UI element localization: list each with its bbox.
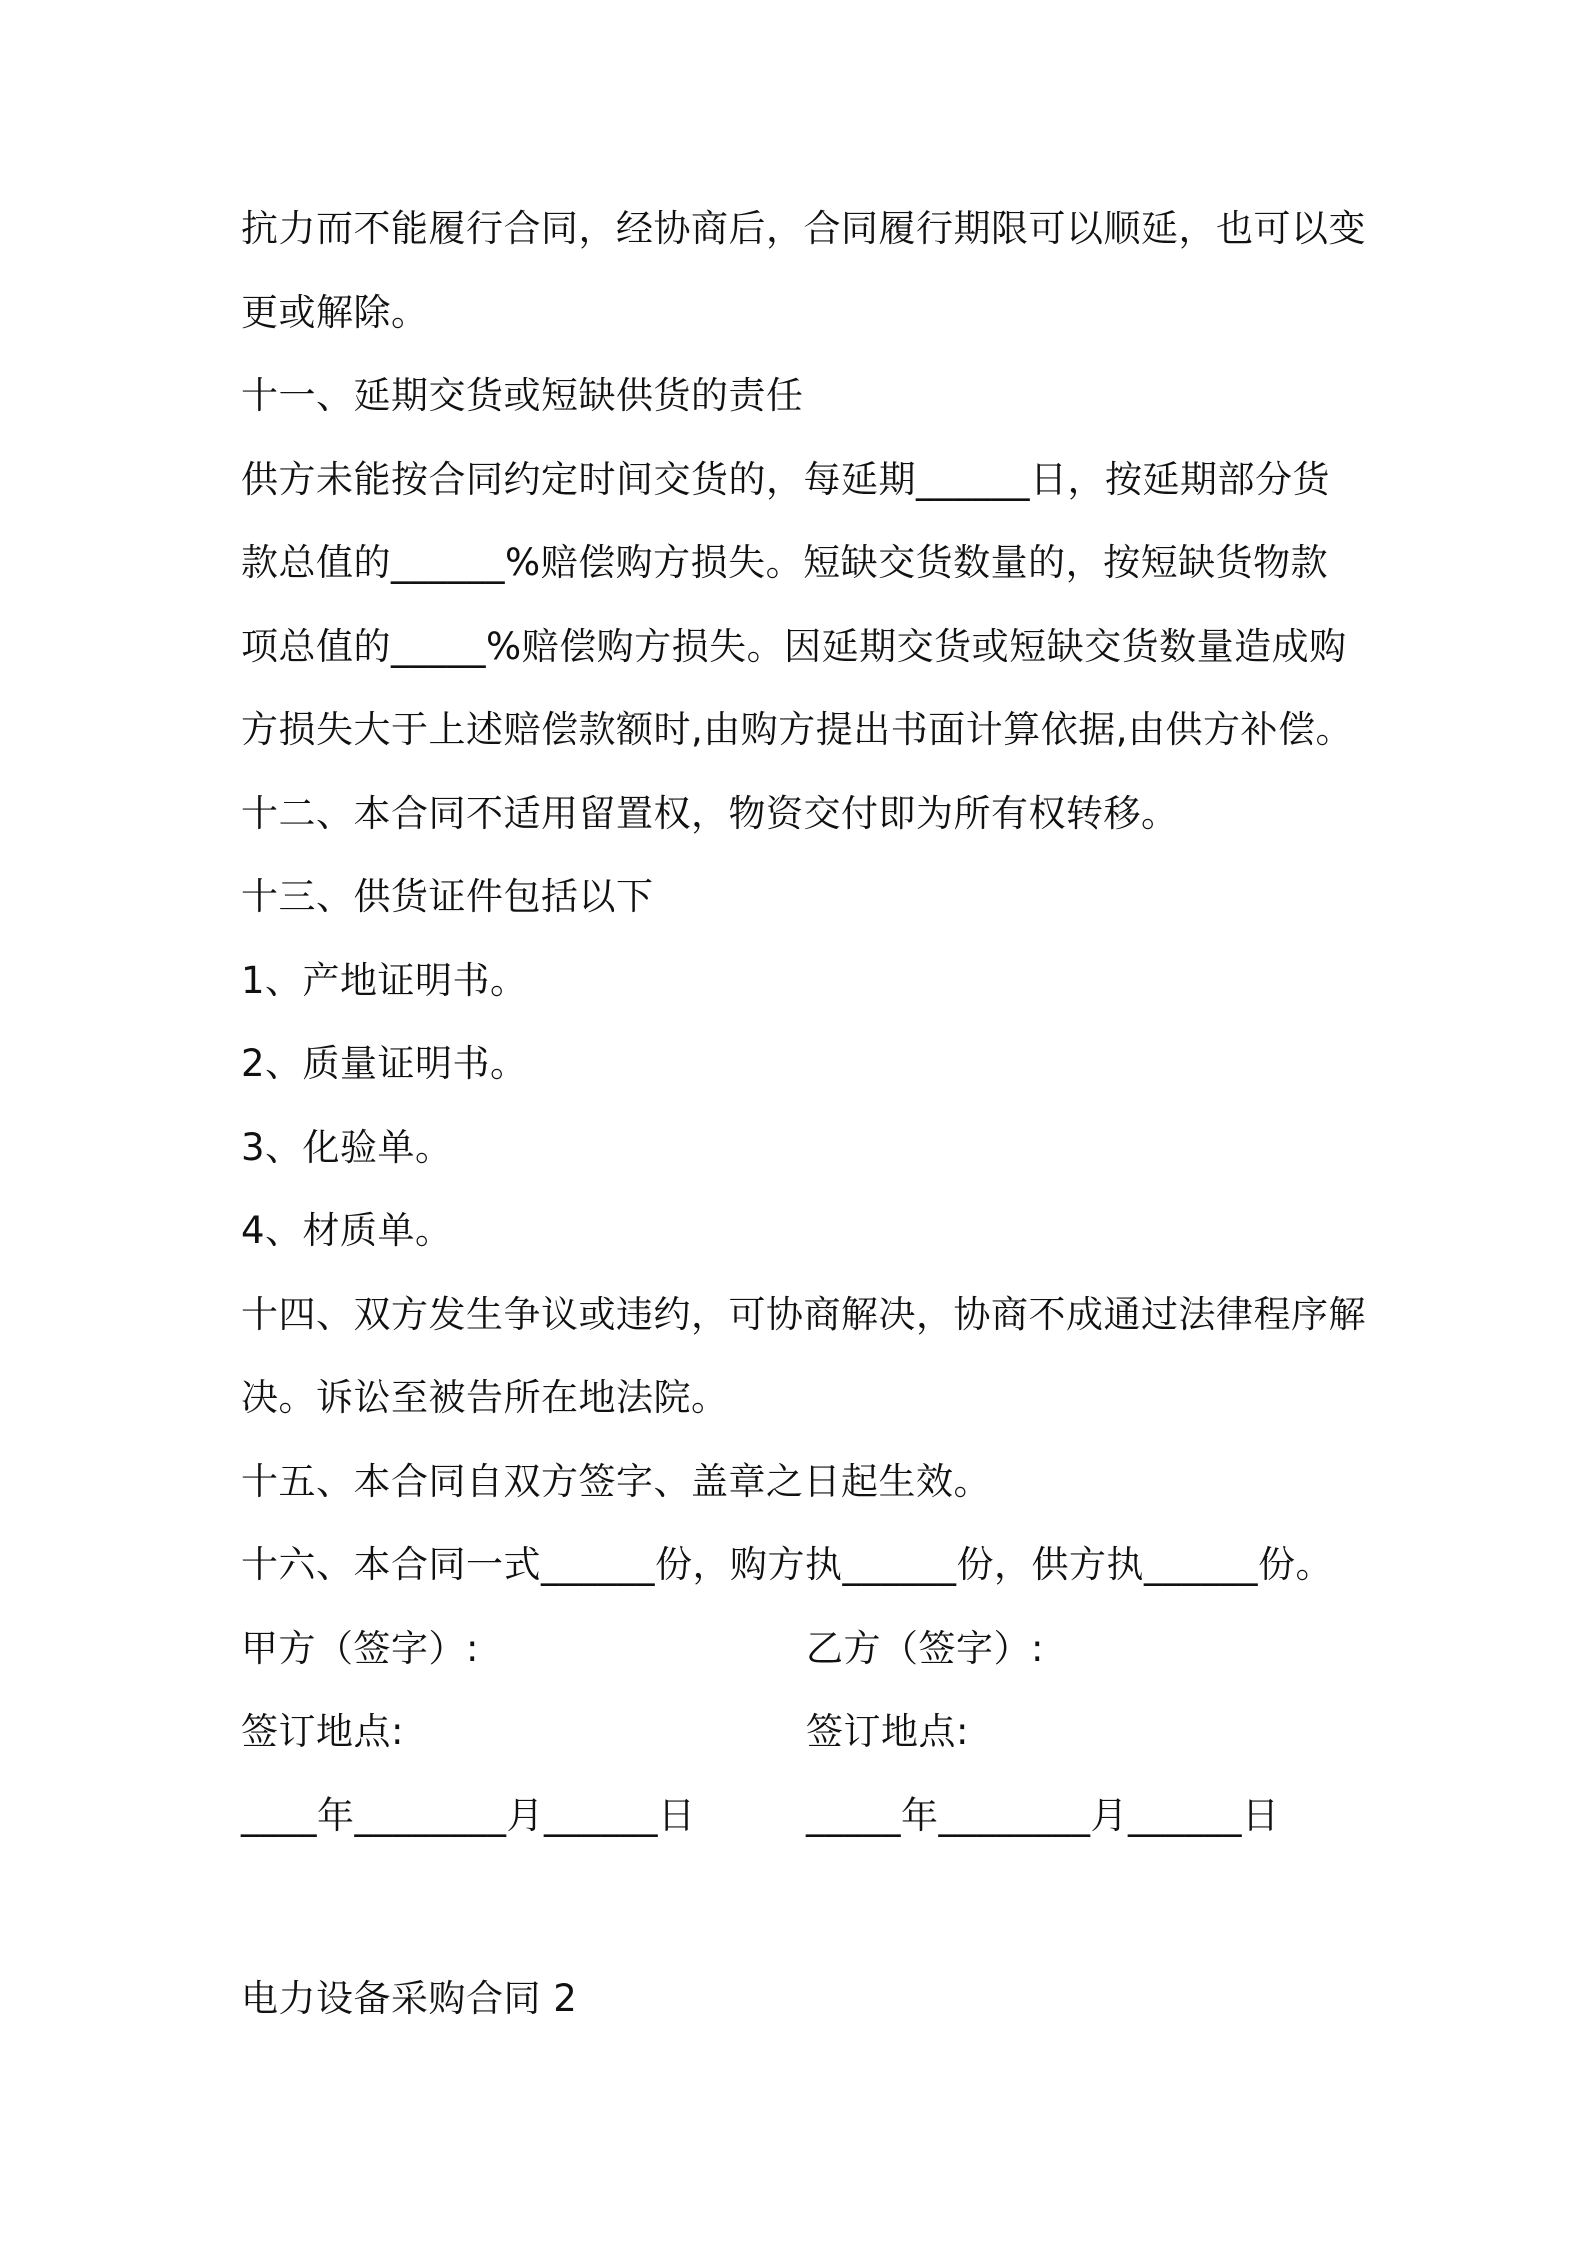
party-a-place-label: 签订地点:	[241, 1710, 404, 1753]
paragraph-line: 项总值的_____%赔偿购方损失。因延期交货或短缺交货数量造成购	[241, 625, 1347, 668]
paragraph-line: 款总值的______%赔偿购方损失。短缺交货数量的，按短缺货物款	[241, 541, 1329, 584]
party-b-date-line: _____年________月______日	[806, 1794, 1280, 1837]
section-heading-12: 十二、本合同不适用留置权，物资交付即为所有权转移。	[241, 792, 1179, 835]
section-heading-15: 十五、本合同自双方签字、盖章之日起生效。	[241, 1460, 991, 1503]
paragraph-line: 决。诉讼至被告所在地法院。	[241, 1376, 729, 1419]
party-b-signature-label: 乙方（签字）:	[806, 1627, 1044, 1670]
party-a-date-line: ____年________月______日	[241, 1794, 696, 1837]
section-heading-13: 十三、供货证件包括以下	[241, 875, 654, 918]
party-a-signature-label: 甲方（签字）:	[241, 1627, 479, 1670]
section-heading-11: 十一、延期交货或短缺供货的责任	[241, 374, 804, 417]
paragraph-line: 供方未能按合同约定时间交货的，每延期______日，按延期部分货	[241, 458, 1330, 501]
paragraph-line: 方损失大于上述赔偿款额时,由购方提出书面计算依据,由供方补偿。	[241, 708, 1354, 751]
list-item: 3、化验单。	[241, 1126, 453, 1169]
next-contract-title: 电力设备采购合同 2	[241, 1977, 578, 2020]
list-item: 4、材质单。	[241, 1209, 453, 1252]
list-item: 2、质量证明书。	[241, 1042, 528, 1085]
party-b-place-label: 签订地点:	[806, 1710, 969, 1753]
paragraph-line: 抗力而不能履行合同，经协商后，合同履行期限可以顺延，也可以变	[241, 207, 1366, 250]
section-heading-16: 十六、本合同一式______份，购方执______份，供方执______份。	[241, 1543, 1333, 1586]
section-heading-14: 十四、双方发生争议或违约，可协商解决，协商不成通过法律程序解	[241, 1293, 1366, 1336]
paragraph-line: 更或解除。	[241, 291, 429, 334]
list-item: 1、产地证明书。	[241, 959, 528, 1002]
